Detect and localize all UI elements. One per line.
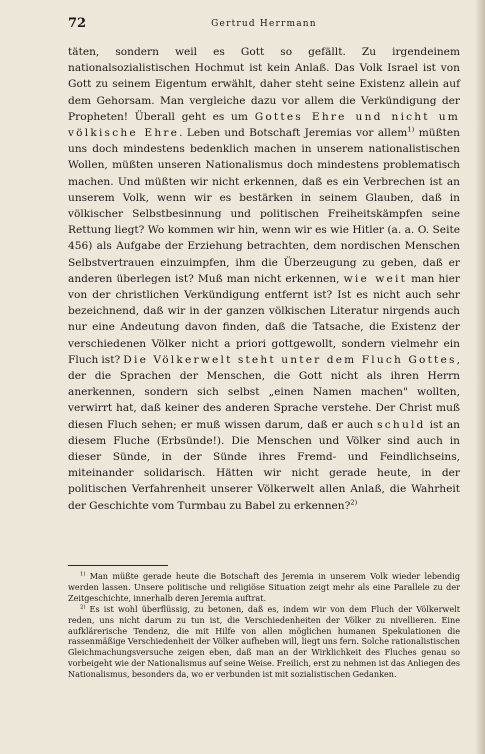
body-text-segment: . Leben und Botschaft Jeremias vor allem [179,127,408,140]
footnote [68,604,460,680]
spaced-emphasis: schuld [377,418,426,431]
footnote-reference: 2) [350,498,358,507]
footnote [68,571,460,604]
body-text-segment: man hier von der christlichen Verkündigung entfernt ist? Ist es nicht auch sehr bezeichnend, daß wir in der ganzen völkischen Literatur nirgends auch nur eine Andeutung davon finden, daß die Tatsache, die Existenz der verschiedenen Völker nicht a priori gottgewollt, sondern vielmehr ein Fluch ist? [68,272,460,366]
body-text-segment: müßten uns doch mindestens bedenklich machen in unserem nationalistischen Wollen, müßten unseren Nationalismus doch mindestens problematisch machen. Und müßten wir nicht erkennen, daß es ein Verbrechen ist an unserem Volk, wenn wir es bestärken in seinem Glauben, daß in völkischer Selbstbesinnung und politischen Freiheitskämpfen seine Rettung liegt? Wo kommen wir hin, wenn wir es wie Hitler (a. a. O. Seite 456) als Aufgabe der Erziehung betrachten, dem nordischen Menschen Selbstvertrauen einzuimpfen, ihm die Überzeugung zu geben, daß er anderen überlegen ist? Muß man nicht erkennen, [68,127,460,285]
page-number: 72 [68,16,87,31]
footnote-reference: 1) [407,125,415,134]
page-header [68,16,460,34]
footnote-marker: 1) [80,571,86,578]
footnote-text: Es ist wohl überflüssig, zu betonen, daß es, indem wir von dem Fluch der Völkerwelt reden, uns nicht darum zu tun ist, die Verschiedenheiten der Völker zu nivellieren. Eine aufklärerische Tendenz, die mit Hilfe von allen möglichen humanen Spekulationen die rassenmäßige Verschiedenheit der Völker aufheben will, liegt uns fern. Solche rationalistischen Gleichmachungsversuche zeigen eben, daß man an der Wirklichkeit des Fluches genau so vorbeigeht wie der Nationalismus auf seine Weise. Freilich, erst zu nehmen ist das Anliegen des Nationalismus, besonders da, wo er verbunden ist mit sozialistischen Gedanken. [68,603,460,680]
footnotes [68,571,460,680]
footnote-text: Man müßte gerade heute die Botschaft des Jeremia in unserem Volk wieder lebendig werden lassen. Unsere politische und religiöse Situation zeigt mehr als eine Parallele zu der Zeitgeschichte, innerhalb deren Jeremia auftrat. [68,571,460,603]
body-text-segment: täten, sondern weil es Gott so gefällt. Zu irgendeinem nationalsozialistischen Hochmut ist kein Anlaß. Das Volk Israel ist von Gott zu seinem Eigentum erwählt, daher steht seine Existenz allein auf dem Gehorsam. Man vergleiche dazu vor allem die Verkündigung der Propheten! Überall geht es um [68,46,460,123]
spaced-emphasis: wie weit [343,272,408,285]
footnote-divider [68,565,168,566]
body-paragraph [68,44,460,514]
spaced-emphasis: Gottes Ehre und nicht um völkische Ehre [68,110,460,140]
body-text-segment: , der die Sprachen der Menschen, die Gott nicht als ihren Herrn anerkennen, sondern sich selbst „einen Namen machen" wollten, verwirrt hat, daß keiner des anderen Sprache verstehe. Der Christ muß diesen Fluch sehen; er muß wissen darum, daß er auch [68,353,460,431]
footnote-marker: 2) [80,604,86,611]
body-text-segment: ist an diesem Fluche (Erbsünde!). Die Menschen und Völker sind auch in dieser Sünde, in der Sünde ihres Fremd- und Feindlichseins, miteinander solidarisch. Hätten wir nicht gerade heute, in der politischen Verfahrenheit unserer Völkerwelt allen Anlaß, die Wahrheit der Geschichte vom Turmbau zu Babel zu erkennen? [68,418,461,512]
running-head: Gertrud Herrmann [211,19,317,29]
spaced-emphasis: Die Völkerwelt steht unter dem Fluch Gottes [123,353,457,366]
